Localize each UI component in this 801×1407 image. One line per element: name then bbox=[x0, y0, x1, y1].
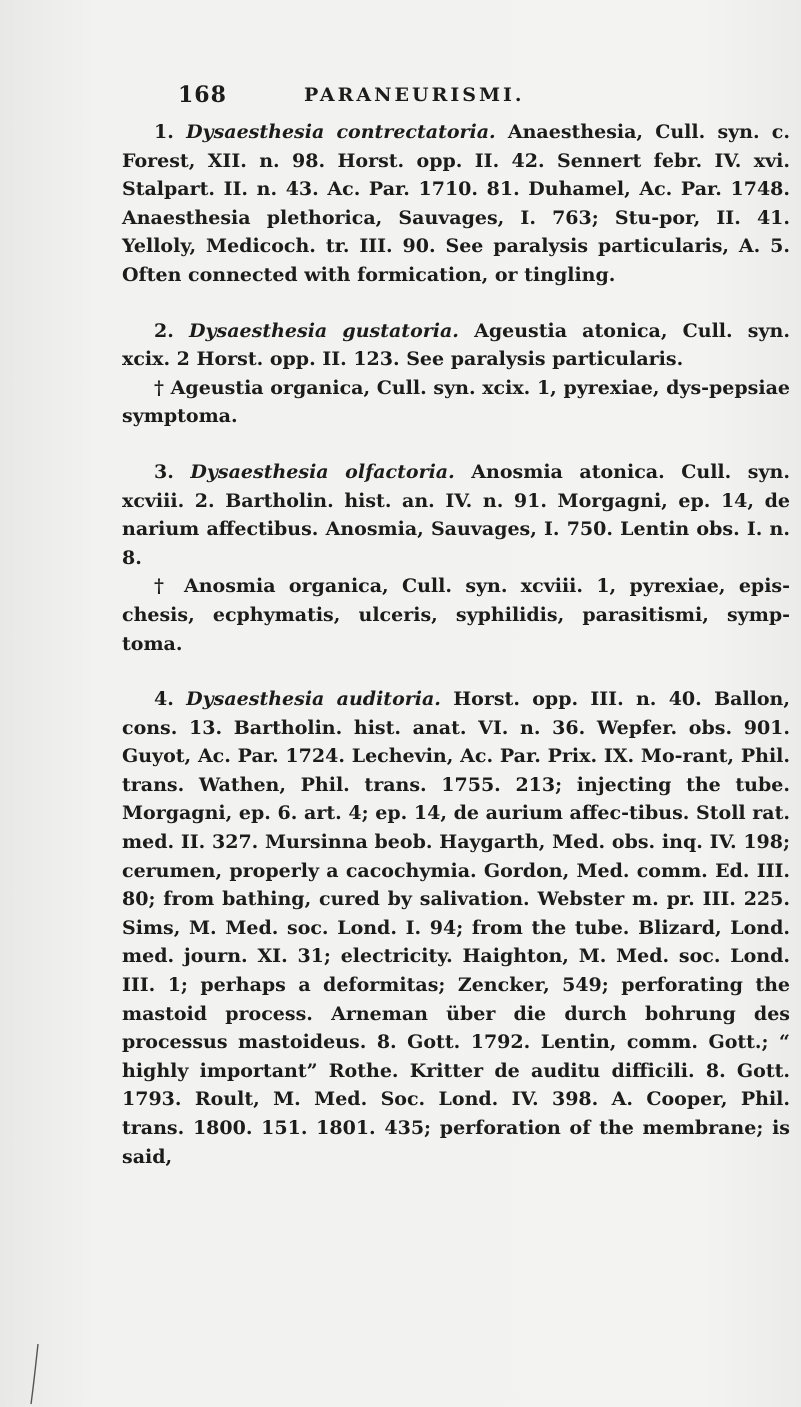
entry-3-title: Dysaesthesia olfactoria. bbox=[190, 460, 455, 483]
page-body bbox=[122, 118, 790, 1171]
entry-3-subentry: † Anosmia organica, Cull. syn. xcviii. 1, pyrexiae, epis-chesis, ecphymatis, ulceris, syphilidis, parasitismi, symp-toma. bbox=[122, 575, 790, 655]
entry-1-dysaesthesia-contrectatoria bbox=[122, 118, 790, 290]
entry-4-dysaesthesia-auditoria bbox=[122, 685, 790, 1171]
entry-1-number: 1. bbox=[154, 121, 174, 143]
entry-2-text: Ageustia atonica, Cull. syn. xcix. 2 Horst. opp. II. 123. See paralysis particularis. bbox=[122, 319, 790, 371]
running-head: PARANEURISMI. bbox=[304, 84, 525, 106]
page-header bbox=[178, 82, 741, 112]
page-number: 168 bbox=[178, 82, 227, 108]
entry-4-text: Horst. opp. III. n. 40. Ballon, cons. 13. Bartholin. hist. anat. VI. n. 36. Wepfer. obs. 901. Guyot, Ac. Par. 1724. Lechevin, Ac. Par. Prix. IX. Mo-rant, Phil. trans. Wathen, Phil. trans. 1755. 213; injecting the tube. Morgagni, ep. 6. art. 4; ep. 14, de aurium affec-tibus. Stoll rat. med. II. 327. Mursinna beob. Haygarth, Med. obs. inq. IV. 198; cerumen, properly a cacochymia. Gordon, Med. comm. Ed. III. 80; from bathing, cured by salivation. Webster m. pr. III. 225. Sims, M. Med. soc. Lond. I. 94; from the tube. Blizard, Lond. med. journ. XI. 31; electricity. Haighton, M. Med. soc. Lond. III. 1; perhaps a deformitas; Zencker, 549; perforating the mastoid process. Arneman über die durch bohrung des processus mastoideus. 8. Gott. 1792. Lentin, comm. Gott.; “ highly important” Rothe. Kritter de auditu difficili. 8. Gott. 1793. Roult, M. Med. Soc. Lond. IV. 398. A. Cooper, Phil. trans. 1800. 151. 1801. 435; perforation of the membrane; is said, bbox=[122, 688, 790, 1168]
entry-2-number: 2. bbox=[154, 319, 174, 342]
entry-4-number: 4. bbox=[154, 688, 174, 711]
entry-2-dysaesthesia-gustatoria bbox=[122, 317, 790, 374]
entry-1-text: Anaesthesia, Cull. syn. c. Forest, XII. n. 98. Horst. opp. II. 42. Sennert febr. IV. xvi. Stalpart. II. n. 43. Ac. Par. 1710. 81. Duhamel, Ac. Par. 1748. Anaesthesia plethorica, Sauvages, I. 763; Stu-por, II. 41. Yelloly, Medicoch. tr. III. 90. See paralysis particularis, A. 5. Often connected with formication, or tingling. bbox=[122, 121, 790, 286]
entry-2-title: Dysaesthesia gustatoria. bbox=[189, 319, 459, 342]
entry-3-dysaesthesia-olfactoria bbox=[122, 458, 790, 572]
margin-pencil-mark bbox=[28, 1342, 42, 1406]
entry-3-text: Anosmia atonica. Cull. syn. xcviii. 2. Bartholin. hist. an. IV. n. 91. Morgagni, ep. 14, de narium affectibus. Anosmia, Sauvages, I. 750. Lentin obs. I. n. 8. bbox=[122, 460, 790, 569]
entry-1-title: Dysaesthesia contrectatoria. bbox=[186, 121, 496, 143]
entry-3-number: 3. bbox=[154, 460, 174, 483]
entry-4-title: Dysaesthesia auditoria. bbox=[186, 688, 441, 711]
entry-2-subentry: † Ageustia organica, Cull. syn. xcix. 1, pyrexiae, dys-pepsiae symptoma. bbox=[122, 376, 790, 428]
